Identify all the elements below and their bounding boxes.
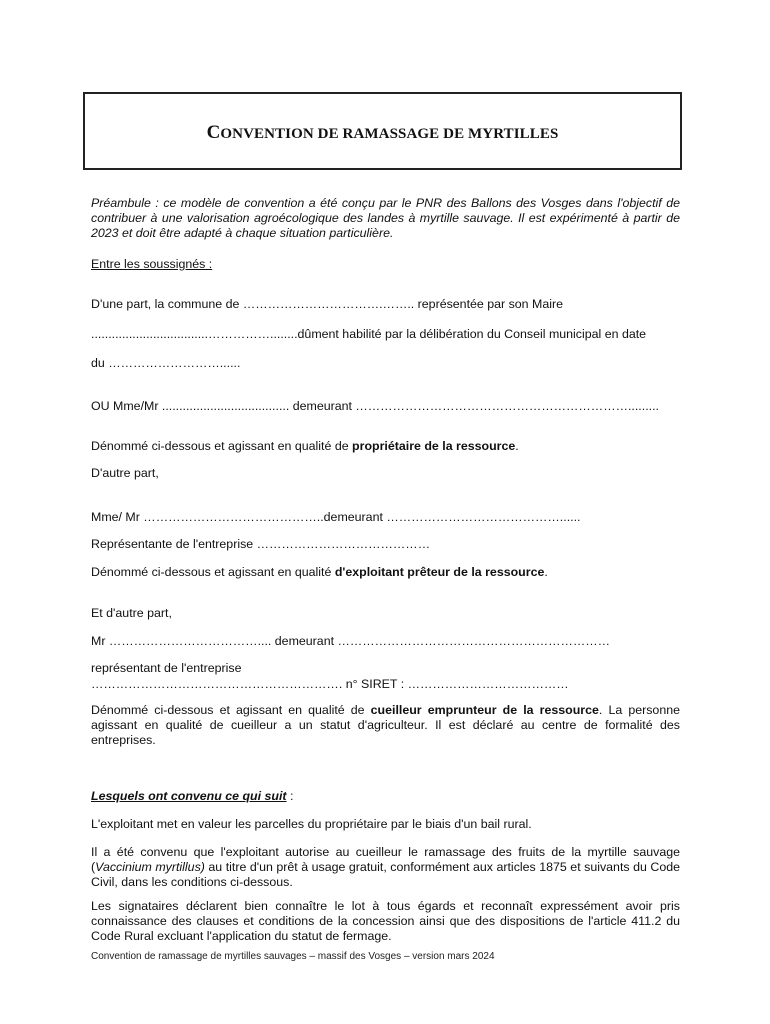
title-box — [83, 92, 682, 170]
party3-role-suffix: . La personne agissant en qualité de cueilleur a un statut d'agriculteur. Il est déclaré au centre de formalité des entreprises. — [91, 703, 681, 747]
party3-line2: représentant de l'entreprise — [91, 661, 242, 675]
agreed-para2 — [91, 845, 680, 890]
agreed-heading — [91, 789, 680, 804]
party2-role — [91, 565, 680, 580]
party1-role — [91, 439, 680, 454]
agreed-para2-suffix: au titre d'un prêt à usage gratuit, conformément aux articles 1875 et suivants du Code Civil, dans les conditions ci-dessous. — [91, 860, 681, 889]
agreed-para2-prefix: Il a été convenu que l'exploitant autorise au cueilleur le ramassage des fruits de la myrtille sauvage ( — [91, 845, 680, 874]
party1-role-suffix: . — [515, 439, 519, 453]
title-rest: ONVENTION DE RAMASSAGE DE MYRTILLES — [220, 126, 559, 142]
party3-role-bold: cueilleur emprunteur de la ressource — [370, 703, 599, 717]
page-footer: Convention de ramassage de myrtilles sauvages – massif des Vosges – version mars 2024 — [91, 951, 495, 962]
party2-intro: D'autre part, — [91, 466, 159, 480]
party1-role-bold: propriétaire de la ressource — [352, 439, 516, 453]
document-title — [207, 118, 559, 144]
party1-role-prefix: Dénommé ci-dessous et agissant en qualité de — [91, 439, 353, 453]
party1-line1: D'une part, la commune de …………………………….…….. représentée par son Maire — [91, 297, 563, 311]
party2-line1: Mme/ Mr ……………………………………..demeurant ……………………………………...... — [91, 510, 581, 524]
party3-line1: Mr ……………………………….... demeurant ………………………………………………………… — [91, 634, 611, 648]
party1-line4: OU Mme/Mr ..................................... demeurant …………………………………………………………......... — [91, 399, 659, 413]
agreed-heading-suffix: : — [286, 789, 294, 803]
party3-line3: ……………………………………………………. n° SIRET : ………………………………… — [91, 677, 569, 691]
party3-role-prefix: Dénommé ci-dessous et agissant en qualité de — [91, 703, 371, 717]
party2-role-suffix: . — [544, 565, 548, 579]
title-initial: C — [206, 122, 221, 143]
party1-line2: ..................................……………........dûment habilité par la délibération du Conseil municipal en date — [91, 327, 647, 341]
party2-role-bold: d'exploitant prêteur de la ressource — [334, 565, 545, 579]
between-text: Entre les soussignés : — [91, 257, 213, 271]
agreed-para3: Les signataires déclarent bien connaître le lot à tous égards et reconnaît expressément avoir pris connaissance des clauses et conditions de la concession ainsi que des dispositions de l'article 411.2 du Code Rural excluant l'application du statut de fermage. — [91, 899, 680, 943]
party3-role — [91, 703, 680, 748]
agreed-para2-italic: Vaccinium myrtillus) — [95, 860, 205, 874]
party2-line2: Représentante de l'entreprise …………………………………… — [91, 537, 431, 551]
between-label — [91, 257, 680, 272]
party2-role-prefix: Dénommé ci-dessous et agissant en qualité — [91, 565, 335, 579]
party1-line3: du ………………………...... — [91, 356, 241, 370]
party3-intro: Et d'autre part, — [91, 606, 172, 620]
preamble: Préambule : ce modèle de convention a été conçu par le PNR des Ballons des Vosges dans l'objectif de contribuer à une valorisation agroécologique des landes à myrtille sauvage. Il est expérimenté à partir de 2023 et doit être adapté à chaque situation particulière. — [91, 196, 680, 240]
agreed-heading-text: Lesquels ont convenu ce qui suit — [91, 789, 287, 803]
agreed-para1: L'exploitant met en valeur les parcelles du propriétaire par le biais d'un bail rural. — [91, 817, 532, 831]
